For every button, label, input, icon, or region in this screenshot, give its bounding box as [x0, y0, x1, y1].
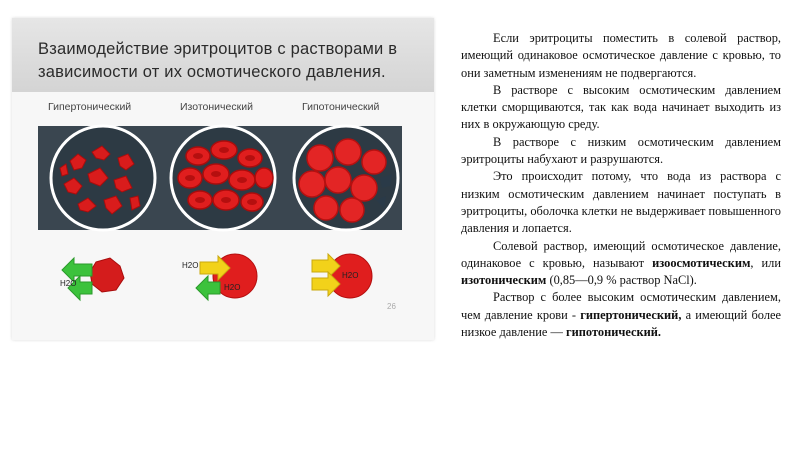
paragraph-2: В растворе с высоким осмотическим давлением клетки сморщиваются, так как вода начинает выходить из них в окружающую среду.	[461, 82, 781, 132]
term-isoosmotic: изоосмотическим	[652, 255, 751, 270]
label-isotonic: Изотонический	[180, 101, 253, 113]
isotonic-cells	[171, 126, 275, 230]
h2o-label: H2O	[60, 279, 77, 288]
paragraph-6-text: а имеющий более низкое давление —	[461, 307, 781, 340]
term-hypotonic: гипотонический.	[566, 325, 662, 340]
term-hypertonic: гипертонический,	[580, 307, 682, 322]
hypotonic-cells	[294, 126, 398, 230]
label-hypertonic: Гипертонический	[48, 101, 132, 113]
hypertonic-cells	[51, 126, 155, 230]
slide-title-line-2: зависимости от их осмотического давления.	[38, 63, 386, 81]
page-number: 26	[387, 302, 396, 311]
label-hypotonic: Гипотонический	[302, 101, 380, 113]
slide-title	[38, 38, 428, 84]
paragraph-6-text: Раствор с более высоким осмотическим давлением, чем давление крови -	[461, 290, 781, 322]
paragraph-5-text: Солевой раствор, имеющий осмотическое давление, одинаковое с кровью, называют	[461, 238, 781, 270]
paragraph-5	[461, 238, 781, 290]
isotonic-osmosis	[196, 254, 257, 300]
paragraph-5-text: , или	[750, 255, 781, 270]
paragraph-5-text: (0,85—0,9 % раствор NaCl).	[546, 273, 697, 288]
h2o-label: H2O	[182, 261, 199, 270]
paragraph-3: В растворе с низким осмотическим давлением эритроциты набухают и разрушаются.	[461, 134, 781, 167]
cells-figure	[30, 116, 410, 236]
h2o-label: H2O	[342, 271, 359, 280]
paragraph-6	[461, 289, 781, 341]
term-isotonic: изотоническим	[461, 273, 547, 288]
explanation-text	[461, 30, 781, 341]
slide-title-line-1: Взаимодействие эритроцитов с растворами в	[38, 40, 398, 58]
h2o-label: H2O	[224, 283, 241, 292]
paragraph-4: Это происходит потому, что вода из раствора с низким осмотическим давлением начинает поступать в эритроциты, оболочка клетки не выдерживает повышенного давления и лопается.	[461, 169, 781, 236]
osmosis-figure	[30, 248, 410, 304]
slide-header	[12, 18, 434, 92]
paragraph-1: Если эритроциты поместить в солевой раствор, имеющий одинаковое осмотическое давление с кровью, то они заметным изменениям не подвергаются.	[461, 31, 781, 80]
